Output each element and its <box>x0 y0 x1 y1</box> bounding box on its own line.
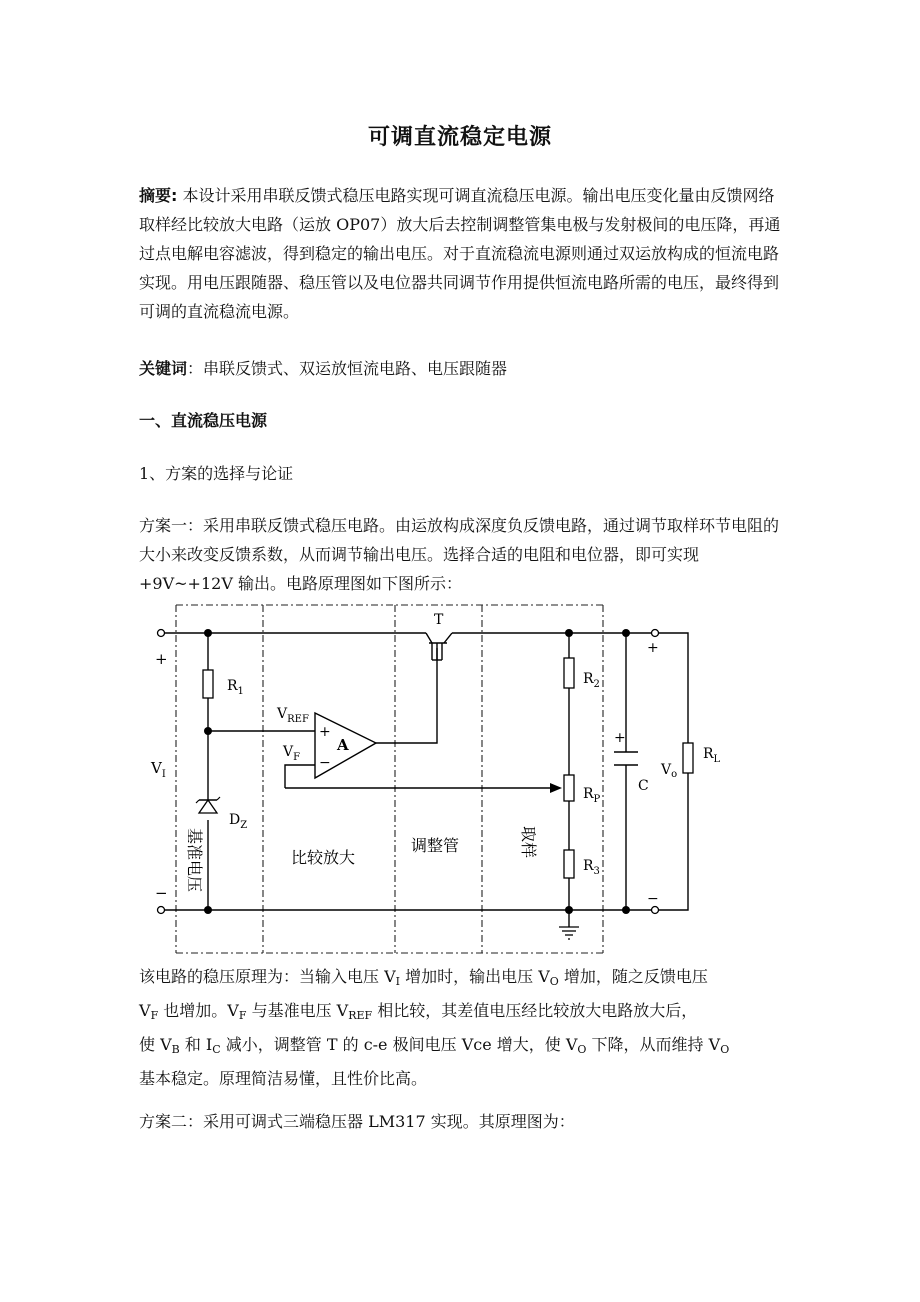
block-label-adjust: 调整管 <box>411 836 460 855</box>
label-dz: $D_Z$ <box>229 812 248 831</box>
zener-diode <box>196 797 220 813</box>
scheme2-paragraph: 方案二：采用可调式三端稳压器 LM317 实现。其原理图为： <box>139 1112 575 1131</box>
resistor-r3 <box>564 850 574 878</box>
page-title: 可调直流稳定电源 <box>367 125 552 150</box>
wires <box>165 633 688 927</box>
output-terminal-minus <box>652 907 659 914</box>
label-vref: $V_{REF}$ <box>277 706 309 725</box>
principle-line-1: 该电路的稳压原理为：当输入电压 $V_I$ 增加时，输出电压 $V_O$ 增加，随之反馈电压 <box>139 967 708 988</box>
label-r3: $R_3$ <box>583 858 600 877</box>
block-label-reference: 基准电压 <box>185 828 204 893</box>
label-rl: $R_L$ <box>703 746 721 765</box>
principle-line-4: 基本稳定。原理简洁易懂，且性价比高。 <box>139 1069 428 1088</box>
label-capacitor-plus: + <box>614 730 626 746</box>
label-output-plus: + <box>647 640 659 656</box>
label-vf: $V_F$ <box>283 744 301 763</box>
input-terminal-minus <box>158 907 165 914</box>
label-vi: $V_I$ <box>151 759 166 780</box>
block-label-sample: 取样 <box>519 826 538 859</box>
label-r2: $R_2$ <box>583 671 600 690</box>
resistor-r1 <box>203 670 213 698</box>
transistor-symbol <box>426 633 452 660</box>
ground-symbol <box>559 927 579 939</box>
abstract-text: 本设计采用串联反馈式稳压电路实现可调直流稳压电源。输出电压变化量由反馈网络取样经比较放大电路（运放 OP07）放大后去控制调整管集电极与发射极间的电压降，再通过点电解电容滤波，得到稳定的输出电压。对于直流稳流电源则通过双运放构成的恒流电路实现。用电压跟随器、稳压管以及电位器共同调节作用提供恒流电路所需的电压，最终得到可调的直流稳流电源。 <box>139 186 781 321</box>
label-input-plus: + <box>155 650 168 668</box>
principle-line-2: $V_F$ 也增加。$V_F$ 与基准电压 $V_{REF}$ 相比较，其差值电压经比较放大电路放大后， <box>139 1001 698 1022</box>
principle-line-3: 使 $V_B$ 和 $I_C$ 减小，调整管 T 的 c-e 极间电压 Vce 增大，使 $V_O$ 下降，从而维持 $V_O$ <box>139 1035 730 1056</box>
scheme1-paragraph: 方案一：采用串联反馈式稳压电路。由运放构成深度负反馈电路，通过调节取样环节电阻的大小来改变反馈系数，从而调节输出电压。选择合适的电阻和电位器，即可实现+9V~+12V 输出。电路原理图如下图所示： <box>139 516 780 593</box>
keywords-text: ：串联反馈式、双运放恒流电路、电压跟随器 <box>187 359 508 378</box>
label-capacitor: C <box>638 778 649 794</box>
potentiometer-wiper-arrow <box>550 783 562 793</box>
block-label-compare: 比较放大 <box>291 848 356 867</box>
abstract-paragraph <box>139 181 784 326</box>
input-terminal-plus <box>158 630 165 637</box>
label-rp: $R_P$ <box>583 786 601 805</box>
section-heading: 一、直流稳压电源 <box>139 411 268 430</box>
resistor-r2 <box>564 658 574 688</box>
abstract-label: 摘要: <box>139 186 178 205</box>
label-r1: $R_1$ <box>227 678 244 697</box>
resistor-rp <box>564 775 574 801</box>
principle-paragraph <box>139 962 784 1093</box>
keywords-paragraph <box>139 354 784 383</box>
label-opamp: A <box>337 736 349 754</box>
keywords-label: 关键词 <box>139 359 188 378</box>
output-terminal-plus <box>652 630 659 637</box>
label-opamp-plus: + <box>319 724 331 740</box>
subsection-heading: 1、方案的选择与论证 <box>139 464 294 483</box>
capacitor <box>614 752 638 765</box>
circuit-diagram <box>140 598 721 958</box>
label-output-minus: − <box>647 891 659 907</box>
label-opamp-minus: − <box>319 755 331 771</box>
label-transistor: T <box>434 612 444 628</box>
label-input-minus: − <box>155 884 168 902</box>
block-boundaries <box>176 605 603 953</box>
label-vo: $V_o$ <box>661 762 678 780</box>
resistor-rl <box>683 743 693 773</box>
